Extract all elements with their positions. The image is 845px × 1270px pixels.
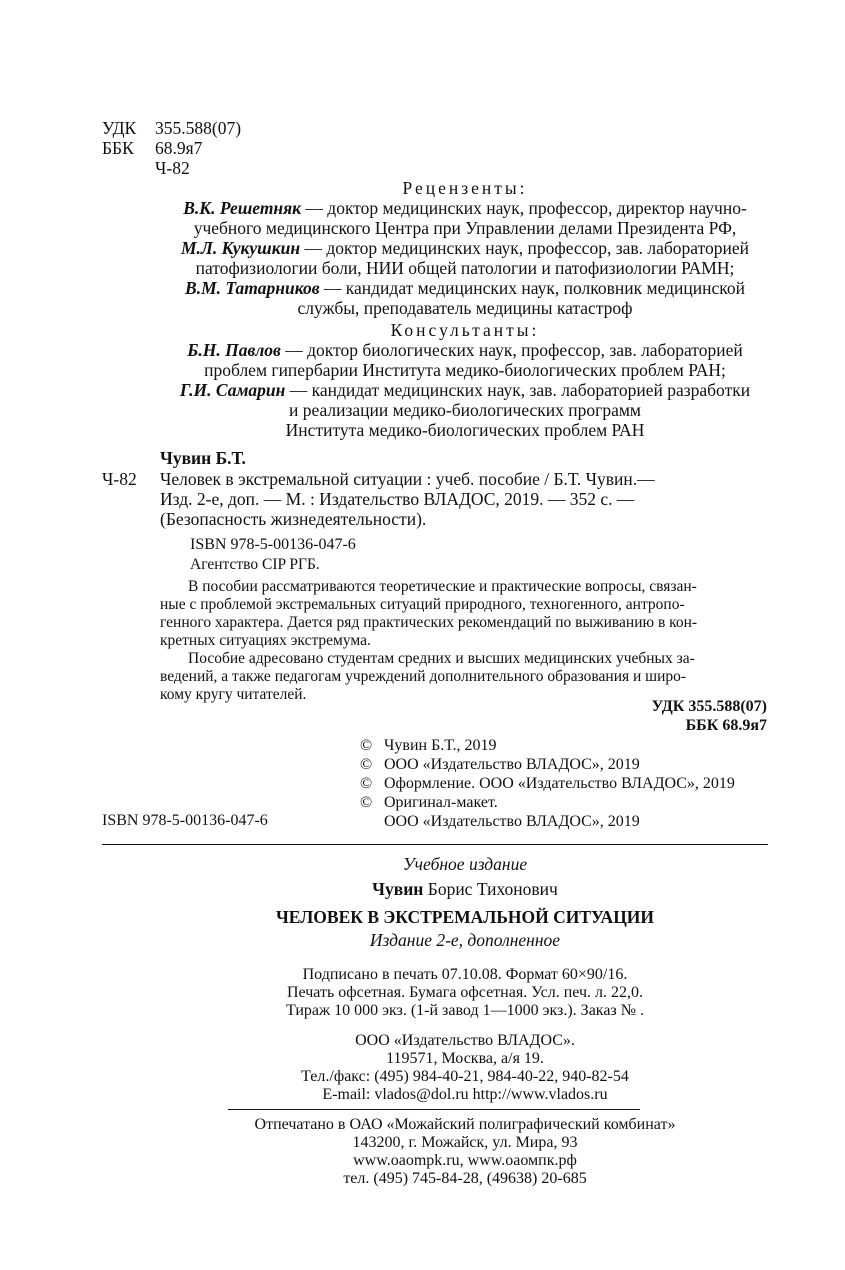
consultant-2	[60, 380, 845, 400]
divider-main	[102, 844, 768, 845]
reviewer-1-name: В.К. Решетняк	[183, 198, 302, 218]
cip-agency: Агентство CIP РГБ.	[190, 556, 320, 573]
copyright-3: Оформление. ООО «Издательство ВЛАДОС», 2019	[384, 775, 735, 792]
reviewer-3-desc: — кандидат медицинских наук, полковник медицинской	[319, 278, 745, 298]
print-info-2: Печать офсетная. Бумага офсетная. Усл. печ. л. 22,0.	[287, 984, 643, 1001]
publisher-info	[60, 1032, 845, 1104]
printer-4: тел. (495) 745-84-28, (49638) 20-685	[343, 1170, 587, 1187]
printer-3: www.oaompk.ru, www.оаомпк.рф	[353, 1152, 577, 1169]
consultant-1-desc: — доктор биологических наук, профессор, зав. лабораторией	[280, 340, 743, 360]
bib-line-2: Изд. 2-е, доп. — М. : Издательство ВЛАДОС, 2019. — 352 с. —	[160, 489, 635, 509]
edition-title: ЧЕЛОВЕК В ЭКСТРЕМАЛЬНОЙ СИТУАЦИИ	[275, 907, 655, 927]
annotation-p1-3: генного характера. Дается ряд практических рекомендаций по выживанию в кон-	[160, 614, 698, 631]
edition-note: Издание 2-е, дополненное	[369, 930, 561, 950]
consultant-2-desc: — кандидат медицинских наук, зав. лабораторией разработки	[285, 380, 751, 400]
bbk-label: ББК	[102, 138, 134, 158]
udk-right: УДК 355.588(07)	[651, 698, 767, 715]
consultant-1-cont: проблем гипербарии Института медико-биологических проблем РАН;	[204, 360, 726, 380]
consultants-heading: Консультанты:	[390, 320, 540, 340]
printer-1: Отпечатано в ОАО «Можайский полиграфический комбинат»	[254, 1116, 676, 1133]
author-mark: Ч-82	[155, 158, 190, 178]
annotation-p1-4: кретных ситуациях экстремума.	[160, 632, 371, 649]
edition-author-surname: Чувин	[372, 879, 424, 899]
reviewer-1	[60, 198, 845, 218]
annotation-p2-1: Пособие адресовано студентам средних и высших медицинских учебных за-	[188, 650, 695, 667]
reviewer-2-desc: — доктор медицинских наук, профессор, зав. лабораторией	[300, 238, 750, 258]
publisher-4: E-mail: vlados@dol.ru http://www.vlados.ru	[322, 1086, 608, 1103]
annotation-p2-3: кому кругу читателей.	[160, 686, 307, 703]
bib-line-3: (Безопасность жизнедеятельности).	[160, 509, 427, 529]
copyright-sym-3: ©	[360, 775, 373, 792]
consultant-1-name: Б.Н. Павлов	[187, 340, 281, 360]
reviewer-2	[60, 238, 845, 258]
copyright-4a: Оригинал-макет.	[384, 794, 498, 811]
bbk-value: 68.9я7	[155, 138, 203, 158]
reviewer-2-name: М.Л. Кукушкин	[180, 238, 301, 258]
reviewer-3-cont: службы, преподаватель медицины катастроф	[297, 298, 633, 318]
edition-type: Учебное издание	[402, 854, 528, 874]
publisher-2: 119571, Москва, а/я 19.	[386, 1050, 544, 1067]
reviewers-heading: Рецензенты:	[402, 178, 528, 198]
copyright-1: Чувин Б.Т., 2019	[384, 737, 497, 754]
printer-info	[60, 1116, 845, 1188]
publisher-1: ООО «Издательство ВЛАДОС».	[355, 1032, 575, 1049]
udk-value: 355.588(07)	[155, 118, 242, 138]
print-info	[60, 966, 845, 1020]
copyright-2: ООО «Издательство ВЛАДОС», 2019	[384, 756, 640, 773]
isbn-left: ISBN 978-5-00136-047-6	[102, 812, 268, 829]
edition-author-rest: Борис Тихонович	[423, 879, 558, 899]
reviewer-1-desc: — доктор медицинских наук, профессор, директор научно-	[301, 198, 747, 218]
print-info-3: Тираж 10 000 экз. (1-й завод 1—1000 экз.). Заказ № .	[285, 1002, 645, 1019]
bbk-right: ББК 68.9я7	[685, 717, 767, 734]
bib-mark: Ч-82	[102, 469, 137, 489]
annotation-p2-2: ведений, а также педагогам учреждений дополнительного образования и широ-	[160, 668, 687, 685]
bib-isbn: ISBN 978-5-00136-047-6	[190, 536, 356, 553]
annotation-p1-1: В пособии рассматриваются теоретические и практические вопросы, связан-	[188, 578, 697, 595]
bib-record	[160, 469, 768, 529]
reviewer-3	[60, 278, 845, 298]
copyright-sym-1: ©	[360, 737, 373, 754]
consultants-section	[60, 320, 845, 440]
reviewer-1-cont: учебного медицинского Центра при Управлении делами Президента РФ,	[193, 218, 737, 238]
annotation	[160, 578, 772, 704]
print-info-1: Подписано в печать 07.10.08. Формат 60×90/16.	[302, 966, 628, 983]
copyright-sym-4: ©	[360, 794, 373, 811]
reviewers-section	[60, 178, 845, 318]
printer-2: 143200, г. Можайск, ул. Мира, 93	[352, 1134, 578, 1151]
edition-section	[60, 854, 845, 950]
edition-author	[60, 879, 845, 899]
consultant-2-cont2: Института медико-биологических проблем РАН	[285, 420, 645, 440]
bib-author: Чувин Б.Т.	[160, 448, 246, 468]
consultant-2-name: Г.И. Самарин	[179, 380, 286, 400]
reviewer-2-cont: патофизиологии боли, НИИ общей патологии и патофизиологии РАМН;	[195, 258, 735, 278]
consultant-2-cont: и реализации медико-биологических программ	[289, 400, 641, 420]
annotation-p1-2: ные с проблемой экстремальных ситуаций природного, техногенного, антропо-	[160, 596, 685, 613]
divider-printer	[228, 1109, 640, 1110]
udk-label: УДК	[102, 118, 137, 138]
publisher-3: Тел./факс: (495) 984-40-21, 984-40-22, 940-82-54	[301, 1068, 629, 1085]
reviewer-3-name: В.М. Татарников	[185, 278, 320, 298]
copyright-4b: ООО «Издательство ВЛАДОС», 2019	[384, 813, 640, 830]
copyright-sym-2: ©	[360, 756, 373, 773]
bib-line-1: Человек в экстремальной ситуации : учеб. пособие / Б.Т. Чувин.—	[160, 469, 655, 489]
consultant-1	[60, 340, 845, 360]
